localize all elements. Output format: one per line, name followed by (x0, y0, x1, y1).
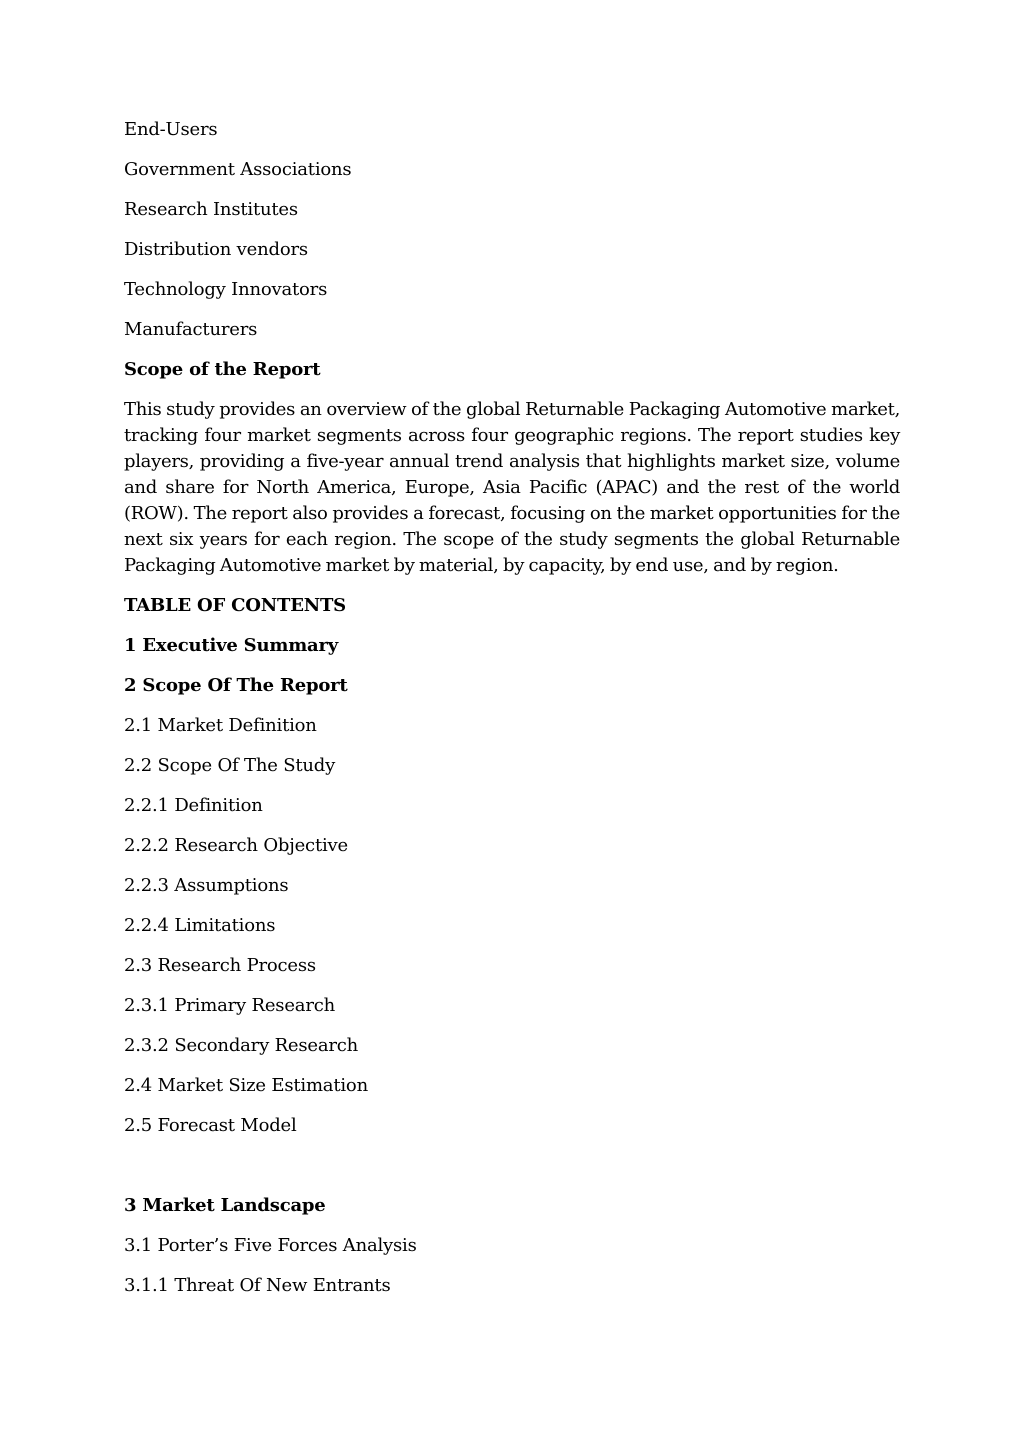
toc-entry: 2.2.1 Definition (124, 795, 263, 816)
toc-entry: 2.4 Market Size Estimation (124, 1075, 368, 1096)
audience-item: Manufacturers (124, 319, 258, 340)
toc-section-3: 3 Market Landscape (124, 1195, 326, 1216)
toc-section-2: 2 Scope Of The Report (124, 675, 348, 696)
toc-entry: 2.3 Research Process (124, 955, 316, 976)
toc-entry: 2.3.1 Primary Research (124, 995, 335, 1016)
toc-entry: 2.2.2 Research Objective (124, 835, 348, 856)
toc-entry: 2.2.3 Assumptions (124, 875, 289, 896)
toc-section-1: 1 Executive Summary (124, 635, 339, 656)
scope-heading: Scope of the Report (124, 359, 321, 380)
toc-entry: 2.1 Market Definition (124, 715, 317, 736)
toc-entry: 2.2 Scope Of The Study (124, 755, 336, 776)
toc-entry: 3.1 Porter’s Five Forces Analysis (124, 1235, 417, 1256)
toc-entry: 3.1.1 Threat Of New Entrants (124, 1275, 391, 1296)
toc-entry: 2.2.4 Limitations (124, 915, 276, 936)
document-page (124, 117, 900, 1313)
audience-item: Research Institutes (124, 199, 298, 220)
toc-heading: TABLE OF CONTENTS (124, 595, 346, 616)
toc-entry: 2.3.2 Secondary Research (124, 1035, 359, 1056)
audience-item: Government Associations (124, 159, 352, 180)
toc-entry: 2.5 Forecast Model (124, 1115, 297, 1136)
audience-item: End-Users (124, 119, 218, 140)
blank-line (124, 1153, 900, 1193)
scope-paragraph: This study provides an overview of the global Returnable Packaging Automotive market, tracking four market segments across four geographic regions. The report studies key players, providing a five-year annual trend analysis that highlights market size, volume and share for North America, Europe, Asia Pacific (APAC) and the rest of the world (ROW). The report also provides a forecast, focusing on the market opportunities for the next six years for each region. The scope of the study segments the global Returnable Packaging Automotive market by material, by capacity, by end use, and by region. (124, 399, 900, 576)
audience-item: Distribution vendors (124, 239, 308, 260)
audience-item: Technology Innovators (124, 279, 328, 300)
